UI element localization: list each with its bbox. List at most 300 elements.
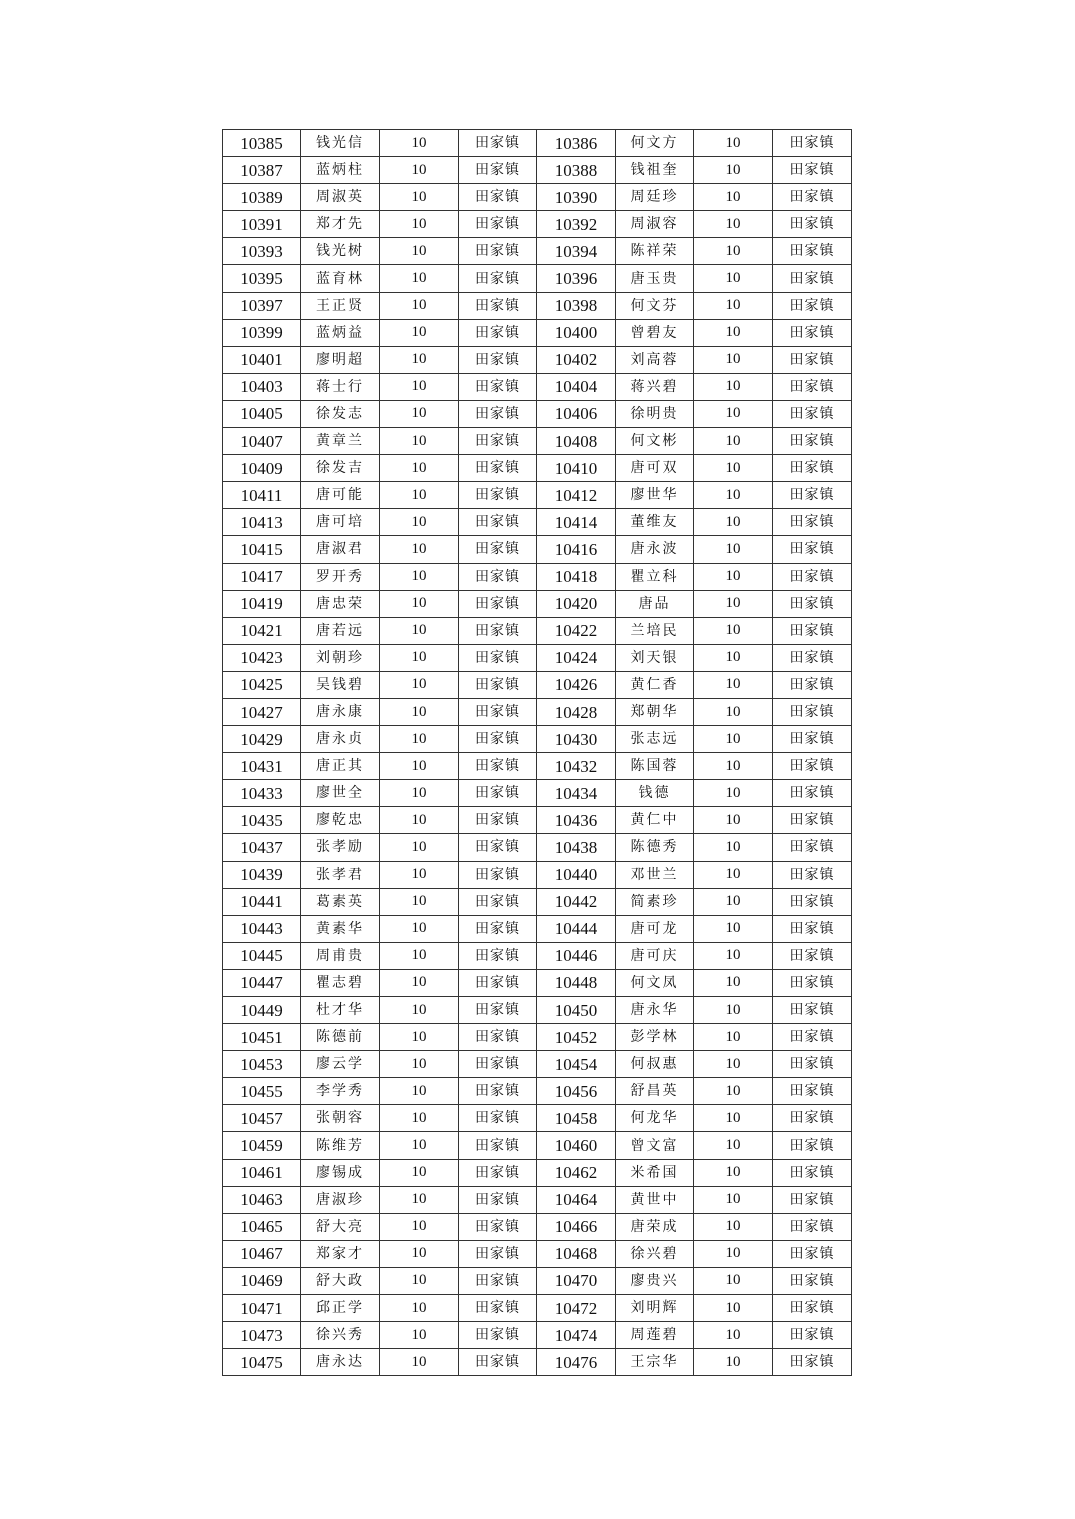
record-id-cell: 10414 (537, 509, 616, 536)
amount-cell: 10 (380, 1240, 459, 1267)
record-id-cell: 10413 (223, 509, 301, 536)
town-cell: 田家镇 (773, 211, 852, 238)
town-cell: 田家镇 (773, 346, 852, 373)
record-id-cell: 10439 (223, 861, 301, 888)
town-cell: 田家镇 (773, 1132, 852, 1159)
table-row (223, 942, 852, 969)
town-cell: 田家镇 (459, 373, 537, 400)
amount-cell: 10 (694, 428, 773, 455)
person-name-cell: 黄素华 (301, 915, 380, 942)
amount-cell: 10 (694, 590, 773, 617)
person-name-cell: 唐永华 (616, 997, 694, 1024)
town-cell: 田家镇 (459, 536, 537, 563)
town-cell: 田家镇 (773, 590, 852, 617)
table-row (223, 807, 852, 834)
amount-cell: 10 (380, 1349, 459, 1376)
amount-cell: 10 (380, 265, 459, 292)
person-name-cell: 邱正学 (301, 1295, 380, 1322)
record-id-cell: 10460 (537, 1132, 616, 1159)
table-row (223, 1213, 852, 1240)
town-cell: 田家镇 (773, 888, 852, 915)
record-id-cell: 10452 (537, 1024, 616, 1051)
record-id-cell: 10408 (537, 428, 616, 455)
amount-cell: 10 (694, 1105, 773, 1132)
record-id-cell: 10468 (537, 1240, 616, 1267)
person-name-cell: 张孝君 (301, 861, 380, 888)
amount-cell: 10 (380, 509, 459, 536)
record-id-cell: 10425 (223, 671, 301, 698)
record-id-cell: 10399 (223, 319, 301, 346)
town-cell: 田家镇 (773, 915, 852, 942)
table-row (223, 997, 852, 1024)
record-id-cell: 10410 (537, 455, 616, 482)
town-cell: 田家镇 (459, 1267, 537, 1294)
record-id-cell: 10418 (537, 563, 616, 590)
amount-cell: 10 (380, 969, 459, 996)
record-id-cell: 10396 (537, 265, 616, 292)
table-row (223, 780, 852, 807)
person-name-cell: 蓝炳益 (301, 319, 380, 346)
amount-cell: 10 (694, 1322, 773, 1349)
record-id-cell: 10450 (537, 997, 616, 1024)
town-cell: 田家镇 (773, 428, 852, 455)
person-name-cell: 钱祖奎 (616, 157, 694, 184)
person-name-cell: 陈维芳 (301, 1132, 380, 1159)
table-row (223, 373, 852, 400)
person-name-cell: 钱光树 (301, 238, 380, 265)
amount-cell: 10 (694, 1240, 773, 1267)
person-name-cell: 唐永波 (616, 536, 694, 563)
town-cell: 田家镇 (459, 617, 537, 644)
amount-cell: 10 (380, 211, 459, 238)
record-id-cell: 10428 (537, 698, 616, 725)
town-cell: 田家镇 (459, 346, 537, 373)
table-row (223, 888, 852, 915)
person-name-cell: 张朝容 (301, 1105, 380, 1132)
amount-cell: 10 (694, 1349, 773, 1376)
record-id-cell: 10391 (223, 211, 301, 238)
record-id-cell: 10415 (223, 536, 301, 563)
table-row (223, 238, 852, 265)
amount-cell: 10 (694, 1132, 773, 1159)
record-id-cell: 10445 (223, 942, 301, 969)
town-cell: 田家镇 (773, 753, 852, 780)
amount-cell: 10 (694, 807, 773, 834)
town-cell: 田家镇 (773, 509, 852, 536)
record-id-cell: 10454 (537, 1051, 616, 1078)
town-cell: 田家镇 (459, 238, 537, 265)
amount-cell: 10 (380, 997, 459, 1024)
person-name-cell: 徐明贵 (616, 400, 694, 427)
record-id-cell: 10440 (537, 861, 616, 888)
town-cell: 田家镇 (459, 455, 537, 482)
town-cell: 田家镇 (459, 942, 537, 969)
town-cell: 田家镇 (773, 1159, 852, 1186)
person-name-cell: 唐可龙 (616, 915, 694, 942)
person-name-cell: 黄仁香 (616, 671, 694, 698)
town-cell: 田家镇 (459, 509, 537, 536)
record-id-cell: 10402 (537, 346, 616, 373)
amount-cell: 10 (380, 184, 459, 211)
record-id-cell: 10456 (537, 1078, 616, 1105)
town-cell: 田家镇 (459, 184, 537, 211)
person-name-cell: 廖云学 (301, 1051, 380, 1078)
record-id-cell: 10401 (223, 346, 301, 373)
town-cell: 田家镇 (773, 1105, 852, 1132)
person-name-cell: 邓世兰 (616, 861, 694, 888)
amount-cell: 10 (380, 942, 459, 969)
person-name-cell: 周淑英 (301, 184, 380, 211)
amount-cell: 10 (380, 346, 459, 373)
person-name-cell: 陈祥荣 (616, 238, 694, 265)
amount-cell: 10 (380, 1024, 459, 1051)
town-cell: 田家镇 (459, 157, 537, 184)
person-name-cell: 唐玉贵 (616, 265, 694, 292)
amount-cell: 10 (380, 400, 459, 427)
person-name-cell: 唐可培 (301, 509, 380, 536)
person-name-cell: 廖明超 (301, 346, 380, 373)
record-id-cell: 10462 (537, 1159, 616, 1186)
record-id-cell: 10436 (537, 807, 616, 834)
town-cell: 田家镇 (773, 1024, 852, 1051)
table-row (223, 753, 852, 780)
amount-cell: 10 (380, 915, 459, 942)
person-name-cell: 蓝育林 (301, 265, 380, 292)
person-name-cell: 唐品 (616, 590, 694, 617)
table-row (223, 400, 852, 427)
person-name-cell: 廖贵兴 (616, 1267, 694, 1294)
town-cell: 田家镇 (459, 753, 537, 780)
person-name-cell: 何文芬 (616, 292, 694, 319)
town-cell: 田家镇 (459, 428, 537, 455)
record-id-cell: 10442 (537, 888, 616, 915)
person-name-cell: 周廷珍 (616, 184, 694, 211)
table-row (223, 1159, 852, 1186)
record-id-cell: 10464 (537, 1186, 616, 1213)
person-name-cell: 黄章兰 (301, 428, 380, 455)
amount-cell: 10 (694, 319, 773, 346)
amount-cell: 10 (380, 563, 459, 590)
amount-cell: 10 (694, 400, 773, 427)
record-id-cell: 10433 (223, 780, 301, 807)
town-cell: 田家镇 (459, 1213, 537, 1240)
amount-cell: 10 (380, 536, 459, 563)
record-id-cell: 10419 (223, 590, 301, 617)
record-id-cell: 10466 (537, 1213, 616, 1240)
amount-cell: 10 (380, 888, 459, 915)
amount-cell: 10 (694, 536, 773, 563)
record-id-cell: 10404 (537, 373, 616, 400)
record-id-cell: 10403 (223, 373, 301, 400)
record-id-cell: 10432 (537, 753, 616, 780)
record-id-cell: 10423 (223, 644, 301, 671)
amount-cell: 10 (694, 1078, 773, 1105)
record-id-cell: 10427 (223, 698, 301, 725)
table-row (223, 211, 852, 238)
person-name-cell: 廖锡成 (301, 1159, 380, 1186)
person-name-cell: 徐兴秀 (301, 1322, 380, 1349)
town-cell: 田家镇 (773, 184, 852, 211)
amount-cell: 10 (380, 130, 459, 157)
record-id-cell: 10474 (537, 1322, 616, 1349)
town-cell: 田家镇 (459, 969, 537, 996)
record-id-cell: 10390 (537, 184, 616, 211)
record-id-cell: 10458 (537, 1105, 616, 1132)
person-name-cell: 瞿志碧 (301, 969, 380, 996)
town-cell: 田家镇 (459, 482, 537, 509)
table-row (223, 1349, 852, 1376)
record-id-cell: 10389 (223, 184, 301, 211)
person-name-cell: 陈国蓉 (616, 753, 694, 780)
amount-cell: 10 (380, 1267, 459, 1294)
record-id-cell: 10457 (223, 1105, 301, 1132)
town-cell: 田家镇 (459, 997, 537, 1024)
amount-cell: 10 (694, 509, 773, 536)
town-cell: 田家镇 (773, 265, 852, 292)
table-row (223, 1322, 852, 1349)
town-cell: 田家镇 (773, 1267, 852, 1294)
amount-cell: 10 (380, 319, 459, 346)
person-name-cell: 刘天银 (616, 644, 694, 671)
amount-cell: 10 (694, 969, 773, 996)
record-id-cell: 10444 (537, 915, 616, 942)
amount-cell: 10 (694, 211, 773, 238)
table-row (223, 1024, 852, 1051)
record-id-cell: 10453 (223, 1051, 301, 1078)
person-name-cell: 唐若远 (301, 617, 380, 644)
table-row (223, 455, 852, 482)
amount-cell: 10 (694, 1267, 773, 1294)
record-id-cell: 10393 (223, 238, 301, 265)
person-name-cell: 杜才华 (301, 997, 380, 1024)
person-name-cell: 唐永贞 (301, 726, 380, 753)
table-row (223, 292, 852, 319)
person-name-cell: 唐淑君 (301, 536, 380, 563)
person-name-cell: 黄仁中 (616, 807, 694, 834)
record-id-cell: 10463 (223, 1186, 301, 1213)
town-cell: 田家镇 (459, 1295, 537, 1322)
amount-cell: 10 (694, 1024, 773, 1051)
record-id-cell: 10386 (537, 130, 616, 157)
table-row (223, 969, 852, 996)
town-cell: 田家镇 (773, 157, 852, 184)
person-name-cell: 舒大政 (301, 1267, 380, 1294)
record-id-cell: 10451 (223, 1024, 301, 1051)
person-name-cell: 瞿立科 (616, 563, 694, 590)
town-cell: 田家镇 (773, 617, 852, 644)
record-id-cell: 10406 (537, 400, 616, 427)
person-name-cell: 曾文富 (616, 1132, 694, 1159)
record-id-cell: 10438 (537, 834, 616, 861)
amount-cell: 10 (380, 292, 459, 319)
amount-cell: 10 (694, 888, 773, 915)
amount-cell: 10 (694, 1051, 773, 1078)
amount-cell: 10 (380, 1132, 459, 1159)
record-id-cell: 10447 (223, 969, 301, 996)
town-cell: 田家镇 (459, 915, 537, 942)
town-cell: 田家镇 (773, 130, 852, 157)
town-cell: 田家镇 (773, 455, 852, 482)
person-name-cell: 郑朝华 (616, 698, 694, 725)
town-cell: 田家镇 (773, 319, 852, 346)
town-cell: 田家镇 (773, 1078, 852, 1105)
town-cell: 田家镇 (459, 265, 537, 292)
town-cell: 田家镇 (459, 1105, 537, 1132)
person-name-cell: 钱光信 (301, 130, 380, 157)
person-name-cell: 唐忠荣 (301, 590, 380, 617)
amount-cell: 10 (380, 157, 459, 184)
amount-cell: 10 (694, 455, 773, 482)
amount-cell: 10 (380, 1322, 459, 1349)
record-id-cell: 10430 (537, 726, 616, 753)
table-row (223, 698, 852, 725)
town-cell: 田家镇 (459, 834, 537, 861)
amount-cell: 10 (380, 1213, 459, 1240)
record-id-cell: 10409 (223, 455, 301, 482)
record-id-cell: 10411 (223, 482, 301, 509)
amount-cell: 10 (380, 780, 459, 807)
amount-cell: 10 (694, 373, 773, 400)
town-cell: 田家镇 (459, 1051, 537, 1078)
person-name-cell: 廖乾忠 (301, 807, 380, 834)
town-cell: 田家镇 (459, 807, 537, 834)
record-id-cell: 10395 (223, 265, 301, 292)
record-id-cell: 10455 (223, 1078, 301, 1105)
table-row (223, 319, 852, 346)
amount-cell: 10 (694, 1186, 773, 1213)
roster-body (223, 130, 852, 1376)
amount-cell: 10 (694, 644, 773, 671)
amount-cell: 10 (380, 590, 459, 617)
town-cell: 田家镇 (459, 726, 537, 753)
person-name-cell: 王正贤 (301, 292, 380, 319)
person-name-cell: 何龙华 (616, 1105, 694, 1132)
person-name-cell: 唐正其 (301, 753, 380, 780)
roster-table (222, 129, 852, 1376)
record-id-cell: 10461 (223, 1159, 301, 1186)
person-name-cell: 刘明辉 (616, 1295, 694, 1322)
person-name-cell: 周甫贵 (301, 942, 380, 969)
town-cell: 田家镇 (773, 563, 852, 590)
amount-cell: 10 (694, 671, 773, 698)
person-name-cell: 徐发志 (301, 400, 380, 427)
town-cell: 田家镇 (773, 373, 852, 400)
amount-cell: 10 (694, 726, 773, 753)
table-row (223, 1105, 852, 1132)
person-name-cell: 蓝炳柱 (301, 157, 380, 184)
town-cell: 田家镇 (773, 536, 852, 563)
record-id-cell: 10475 (223, 1349, 301, 1376)
amount-cell: 10 (694, 238, 773, 265)
record-id-cell: 10398 (537, 292, 616, 319)
record-id-cell: 10465 (223, 1213, 301, 1240)
record-id-cell: 10422 (537, 617, 616, 644)
table-row (223, 482, 852, 509)
person-name-cell: 郑才先 (301, 211, 380, 238)
town-cell: 田家镇 (773, 942, 852, 969)
person-name-cell: 蒋士行 (301, 373, 380, 400)
person-name-cell: 彭学林 (616, 1024, 694, 1051)
record-id-cell: 10435 (223, 807, 301, 834)
town-cell: 田家镇 (459, 319, 537, 346)
person-name-cell: 何文方 (616, 130, 694, 157)
person-name-cell: 米希国 (616, 1159, 694, 1186)
person-name-cell: 陈德秀 (616, 834, 694, 861)
amount-cell: 10 (694, 292, 773, 319)
table-row (223, 861, 852, 888)
record-id-cell: 10437 (223, 834, 301, 861)
amount-cell: 10 (380, 753, 459, 780)
record-id-cell: 10459 (223, 1132, 301, 1159)
person-name-cell: 徐发吉 (301, 455, 380, 482)
amount-cell: 10 (694, 915, 773, 942)
amount-cell: 10 (694, 482, 773, 509)
record-id-cell: 10469 (223, 1267, 301, 1294)
amount-cell: 10 (380, 1105, 459, 1132)
amount-cell: 10 (380, 807, 459, 834)
town-cell: 田家镇 (459, 130, 537, 157)
record-id-cell: 10472 (537, 1295, 616, 1322)
person-name-cell: 蒋兴碧 (616, 373, 694, 400)
table-row (223, 590, 852, 617)
table-row (223, 1186, 852, 1213)
town-cell: 田家镇 (773, 292, 852, 319)
town-cell: 田家镇 (459, 1159, 537, 1186)
town-cell: 田家镇 (773, 1322, 852, 1349)
amount-cell: 10 (380, 726, 459, 753)
person-name-cell: 唐可庆 (616, 942, 694, 969)
amount-cell: 10 (694, 942, 773, 969)
table-row (223, 157, 852, 184)
town-cell: 田家镇 (773, 698, 852, 725)
amount-cell: 10 (694, 157, 773, 184)
person-name-cell: 郑家才 (301, 1240, 380, 1267)
town-cell: 田家镇 (773, 1213, 852, 1240)
amount-cell: 10 (380, 834, 459, 861)
table-row (223, 1240, 852, 1267)
record-id-cell: 10446 (537, 942, 616, 969)
amount-cell: 10 (380, 238, 459, 265)
person-name-cell: 吴钱碧 (301, 671, 380, 698)
amount-cell: 10 (380, 671, 459, 698)
record-id-cell: 10471 (223, 1295, 301, 1322)
person-name-cell: 舒昌英 (616, 1078, 694, 1105)
amount-cell: 10 (694, 1295, 773, 1322)
record-id-cell: 10412 (537, 482, 616, 509)
person-name-cell: 葛素英 (301, 888, 380, 915)
town-cell: 田家镇 (773, 861, 852, 888)
amount-cell: 10 (380, 455, 459, 482)
town-cell: 田家镇 (773, 780, 852, 807)
amount-cell: 10 (694, 1159, 773, 1186)
town-cell: 田家镇 (459, 563, 537, 590)
record-id-cell: 10441 (223, 888, 301, 915)
table-row (223, 1051, 852, 1078)
table-row (223, 644, 852, 671)
town-cell: 田家镇 (773, 1240, 852, 1267)
record-id-cell: 10449 (223, 997, 301, 1024)
person-name-cell: 唐可能 (301, 482, 380, 509)
town-cell: 田家镇 (773, 807, 852, 834)
person-name-cell: 廖世华 (616, 482, 694, 509)
town-cell: 田家镇 (773, 1051, 852, 1078)
amount-cell: 10 (694, 130, 773, 157)
amount-cell: 10 (380, 698, 459, 725)
amount-cell: 10 (380, 1159, 459, 1186)
person-name-cell: 周莲碧 (616, 1322, 694, 1349)
person-name-cell: 唐淑珍 (301, 1186, 380, 1213)
amount-cell: 10 (694, 346, 773, 373)
